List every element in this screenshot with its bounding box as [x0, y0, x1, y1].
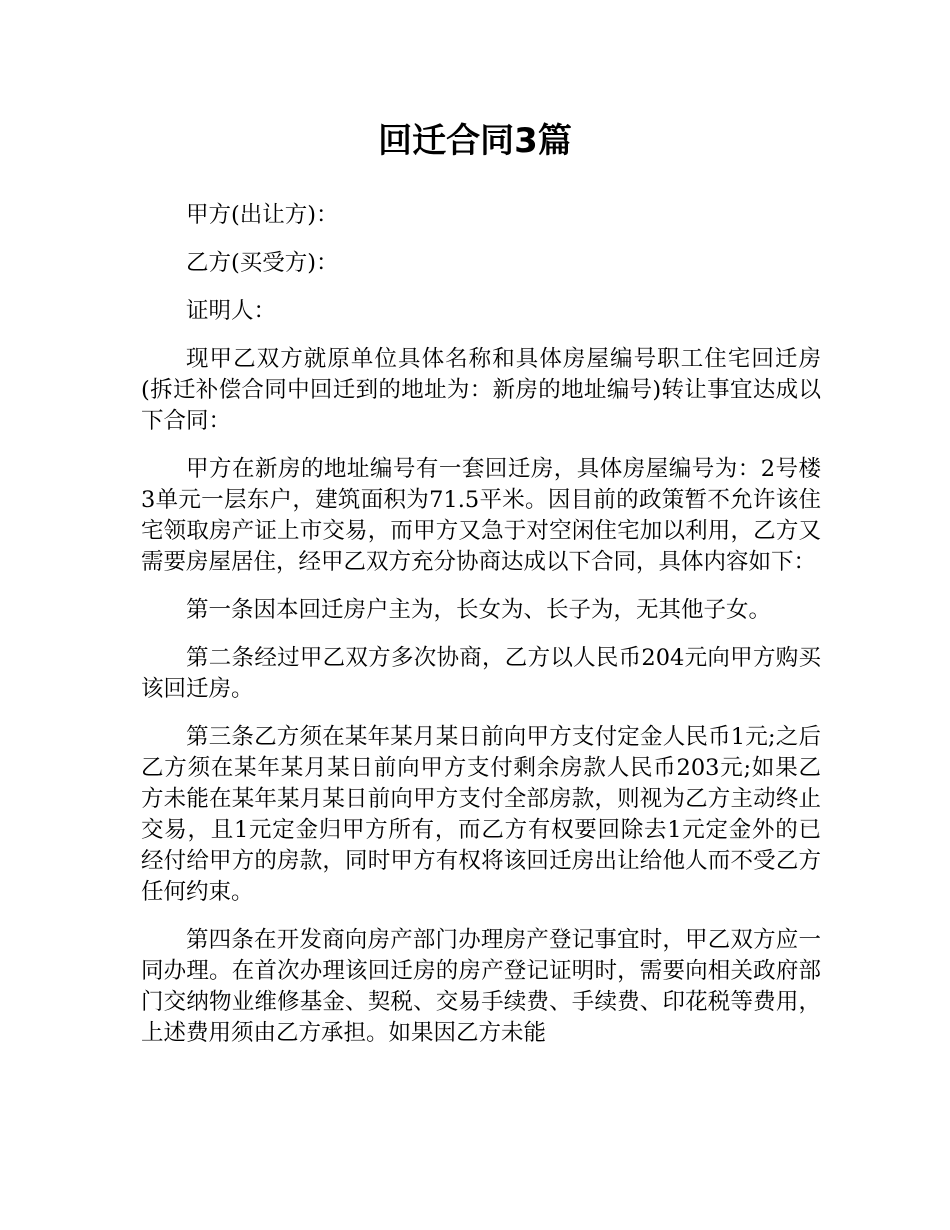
article-1-paragraph: 第一条因本回迁房户主为，长女为、长子为，无其他子女。	[186, 597, 772, 623]
party-a-line: 甲方(出让方)：	[186, 202, 339, 228]
article-4-paragraph: 第四条在开发商向房产部门办理房产登记事宜时，甲乙双方应一同办理。在首次办理该回迁房的房产登记证明时，需要向相关政府部门交纳物业维修基金、契税、交易手续费、手续费、印花税等费用，上述费用须由乙方承担。如果因乙方未能	[141, 927, 821, 1046]
article-3-paragraph: 第三条乙方须在某年某月某日前向甲方支付定金人民币1元;之后乙方须在某年某月某日前向甲方支付剩余房款人民币203元;如果乙方未能在某年某月某日前向甲方支付全部房款，则视为乙方主动终止交易，且1元定金归甲方所有，而乙方有权要回除去1元定金外的已经付给甲方的房款，同时甲方有权将该回迁房出让给他人而不受乙方任何约束。	[141, 724, 821, 905]
document-body	[141, 200, 821, 1066]
property-description-paragraph: 甲方在新房的地址编号有一套回迁房，具体房屋编号为：2号楼3单元一层东户，建筑面积为71.5平米。因目前的政策暂不允许该住宅领取房产证上市交易，而甲方又急于对空闲住宅加以利用，乙方又需要房屋居住，经甲乙双方充分协商达成以下合同，具体内容如下：	[141, 456, 821, 575]
witness-line: 证明人：	[186, 298, 277, 324]
article-2-paragraph: 第二条经过甲乙双方多次协商，乙方以人民币204元向甲方购买该回迁房。	[141, 645, 821, 702]
document-title: 回迁合同3篇	[378, 121, 572, 161]
preamble-paragraph: 现甲乙双方就原单位具体名称和具体房屋编号职工住宅回迁房(拆迁补偿合同中回迁到的地址为：新房的地址编号)转让事宜达成以下合同：	[141, 346, 821, 434]
party-b-line: 乙方(买受方)：	[186, 250, 339, 276]
